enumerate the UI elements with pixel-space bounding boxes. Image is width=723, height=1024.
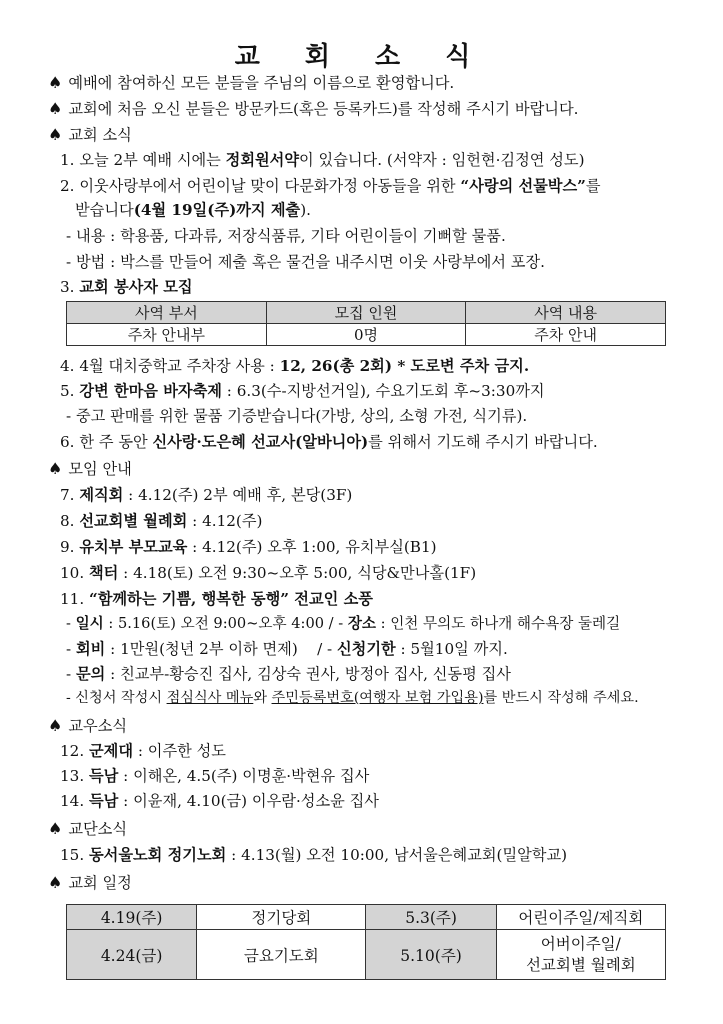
schedule-table bbox=[66, 904, 666, 980]
table-cell: 주차 안내부 bbox=[67, 324, 267, 346]
news-item-2-cont: 받습니다(4월 19일(주)까지 제출). bbox=[75, 201, 311, 219]
schedule-date: 5.3(주) bbox=[366, 905, 496, 930]
schedule-event: 어린이주일/제직회 bbox=[496, 905, 665, 930]
news-item-2-content: - 내용 : 학용품, 다과류, 저장식품류, 기타 어린이들이 기뻐할 물품. bbox=[66, 227, 506, 245]
meeting-item-8: 8. 선교회별 월례회 : 4.12(주) bbox=[60, 512, 263, 530]
picnic-form-note: - 신청서 작성시 점심식사 메뉴와 주민등록번호(여행자 보험 가입용)를 반드시 작성해 주세요. bbox=[66, 690, 639, 706]
news-item-1: 1. 오늘 2부 예배 시에는 정회원서약이 있습니다. (서약자 : 임헌현·김정연 성도) bbox=[60, 151, 585, 169]
member-item-12: 12. 군제대 : 이주한 성도 bbox=[60, 742, 226, 760]
volunteer-table bbox=[66, 301, 666, 346]
news-item-5: 5. 강변 한마음 바자축제 : 6.3(수-지방선거일), 수요기도회 후~3:30까지 bbox=[60, 382, 545, 400]
section-church-news: ♠ 교회 소식 bbox=[48, 125, 132, 144]
spade-icon: ♠ bbox=[48, 99, 63, 118]
spade-icon: ♠ bbox=[48, 873, 63, 892]
page-title: 교 회 소 식 bbox=[234, 42, 489, 72]
meeting-item-10: 10. 책터 : 4.18(토) 오전 9:30~오후 5:00, 식당&만나홀(1F) bbox=[60, 564, 477, 582]
table-cell: 0명 bbox=[266, 324, 466, 346]
picnic-contact: - 문의 : 친교부-황승진 집사, 김상숙 권사, 방정아 집사, 신동평 집사 bbox=[66, 665, 511, 683]
spade-icon: ♠ bbox=[48, 459, 63, 478]
schedule-event: 정기당회 bbox=[197, 905, 366, 930]
section-meetings: ♠ 모임 안내 bbox=[48, 459, 132, 478]
section-schedule: ♠ 교회 일정 bbox=[48, 873, 132, 892]
schedule-event: 어버이주일/ 선교회별 월례회 bbox=[496, 930, 665, 980]
schedule-event: 금요기도회 bbox=[197, 930, 366, 980]
table-header: 모집 인원 bbox=[266, 302, 466, 324]
table-header: 사역 내용 bbox=[466, 302, 666, 324]
picnic-fee-deadline: - 회비 : 1만원(청년 2부 이하 면제) / - 신청기한 : 5월10일 까지. bbox=[66, 640, 508, 658]
news-item-6: 6. 한 주 동안 신사랑·도은혜 선교사(알바니아)를 위해서 기도해 주시기 바랍니다. bbox=[60, 433, 598, 451]
meeting-item-7: 7. 제직회 : 4.12(주) 2부 예배 후, 본당(3F) bbox=[60, 486, 353, 504]
picnic-date-place: - 일시 : 5.16(토) 오전 9:00~오후 4:00 / - 장소 : 인천 무의도 하나개 해수욕장 둘레길 bbox=[66, 615, 621, 632]
section-member-news: ♠ 교우소식 bbox=[48, 716, 128, 735]
visitor-card-line: ♠ 교회에 처음 오신 분들은 방문카드(혹은 등록카드)를 작성해 주시기 바랍니다. bbox=[48, 99, 579, 118]
spade-icon: ♠ bbox=[48, 125, 63, 144]
spade-icon: ♠ bbox=[48, 716, 63, 735]
news-item-3: 3. 교회 봉사자 모집 bbox=[60, 278, 193, 296]
schedule-date: 4.19(주) bbox=[67, 905, 197, 930]
spade-icon: ♠ bbox=[48, 819, 63, 838]
member-item-14: 14. 득남 : 이윤재, 4.10(금) 이우람·성소윤 집사 bbox=[60, 792, 379, 810]
spade-icon: ♠ bbox=[48, 73, 63, 92]
news-item-4: 4. 4월 대치중학교 주차장 사용 : 12, 26(총 2회) * 도로변 주차 금지. bbox=[60, 357, 530, 375]
meeting-item-9: 9. 유치부 부모교육 : 4.12(주) 오후 1:00, 유치부실(B1) bbox=[60, 538, 437, 556]
news-item-5-sub: - 중고 판매를 위한 물품 기증받습니다(가방, 상의, 소형 가전, 식기류). bbox=[66, 407, 528, 425]
news-item-2-method: - 방법 : 박스를 만들어 제출 혹은 물건을 내주시면 이웃 사랑부에서 포장. bbox=[66, 253, 545, 271]
member-item-13: 13. 득남 : 이해온, 4.5(주) 이명훈·박현유 집사 bbox=[60, 767, 370, 785]
table-cell: 주차 안내 bbox=[466, 324, 666, 346]
denom-item-15: 15. 동서울노회 정기노회 : 4.13(월) 오전 10:00, 남서울은혜교회(밀알학교) bbox=[60, 846, 568, 864]
welcome-line: ♠ 예배에 참여하신 모든 분들을 주님의 이름으로 환영합니다. bbox=[48, 73, 455, 92]
news-item-2: 2. 이웃사랑부에서 어린이날 맞이 다문화가정 아동들을 위한 “사랑의 선물박스”를 bbox=[60, 177, 601, 195]
meeting-item-11: 11. “함께하는 기쁨, 행복한 동행” 전교인 소풍 bbox=[60, 590, 373, 608]
table-header: 사역 부서 bbox=[67, 302, 267, 324]
schedule-date: 5.10(주) bbox=[366, 930, 496, 980]
section-denomination: ♠ 교단소식 bbox=[48, 819, 128, 838]
schedule-date: 4.24(금) bbox=[67, 930, 197, 980]
